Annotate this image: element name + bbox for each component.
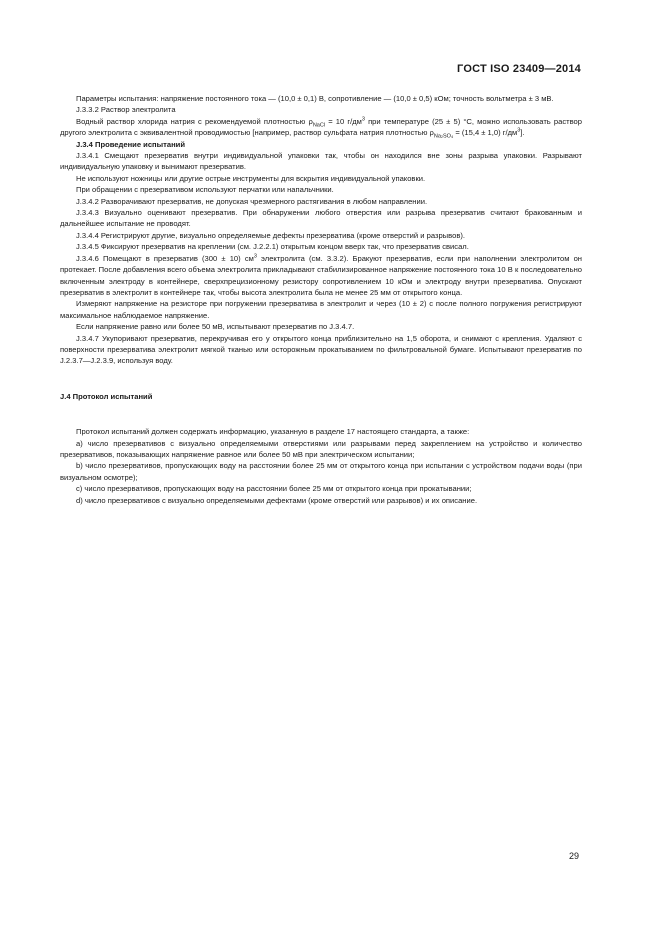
list-item: b) число презервативов, пропускающих воду на расстоянии более 25 мм от открытого конца при испытании с устройством подачи воды (при визуальном осмотре); <box>60 461 582 482</box>
paragraph: Если напряжение равно или более 50 мВ, испытывают презерватив по J.3.4.7. <box>76 322 355 332</box>
subscript: NaCl <box>312 122 326 129</box>
rho-symbol: ρ <box>308 116 313 126</box>
text: J.3.4.6 Помещают в презерватив (300 ± 10) см <box>76 253 254 263</box>
list-item: a) число презервативов с визуально определяемыми отверстиями или разрывами перед закреплением на устройство и количество презервативов, показывающих напряжение равное или более 50 мВ при электрическом испытании; <box>60 438 582 459</box>
subsection-title: J.3.3.2 Раствор электролита <box>76 105 176 115</box>
paragraph: Измеряют напряжение на резисторе при погружении презерватива в электролит и через (10 ± 2) с после полного погружения регистрируют максимальное наблюдаемое напряжение. <box>60 299 582 320</box>
paragraph <box>60 253 582 299</box>
paragraph: J.3.4.3 Визуально оценивают презерватив. При обнаружении любого отверстия или разрыва презерватив считают бракованным и дальнейшее испытание не проводят. <box>60 208 582 229</box>
superscript: 3 <box>361 116 365 123</box>
paragraph: J.3.4.5 Фиксируют презерватив на креплении (см. J.2.2.1) открытым концом вверх так, что презерватив свисал. <box>76 242 469 252</box>
paragraph: Не используют ножницы или другие острые инструменты для вскрытия индивидуальной упаковки. <box>76 173 426 183</box>
rho-symbol: ρ <box>429 128 434 138</box>
paragraph: При обращении с презервативом используют перчатки или напальчники. <box>76 185 334 195</box>
text: при температуре (25 ± 5) °С, можно использовать раствор другого электролита с эквивалентной проводимостью [например, раствор сульфата натрия плотностью <box>60 116 582 138</box>
section-heading: J.4 Протокол испытаний <box>60 391 153 401</box>
text: = 10 г/дм <box>325 116 362 126</box>
paragraph: J.3.4.2 Разворачивают презерватив, не допуская чрезмерного растягивания в любом направлении. <box>76 196 428 206</box>
list-item: d) число презервативов с визуально определяемыми дефектами (кроме отверстий или разрывов) и их описание. <box>76 495 478 505</box>
text: ]. <box>520 128 525 138</box>
paragraph: J.3.4.7 Укупоривают презерватив, перекручивая его у открытого конца приблизительно на 1,5 оборота, и снимают с крепления. Удаляют с поверхности презерватива электролит мягкой тканью или осторожным прокатыванием по фильтровальной бумаге. Испытывают презерватив по J.2.3.7—J.2.3.9, используя воду. <box>60 333 582 366</box>
section-heading: J.3.4 Проведение испытаний <box>76 139 185 149</box>
paragraph <box>60 116 582 139</box>
page-number: 29 <box>568 851 579 861</box>
paragraph: J.3.4.4 Регистрируют другие, визуально определяемые дефекты презерватива (кроме отверстий и разрывов). <box>76 230 465 240</box>
paragraph: J.3.4.1 Смещают презерватив внутри индивидуальной упаковки так, чтобы он находился вне зоны разрыва упаковки. Разрывают индивидуальную упаковку и вынимают презерватив. <box>60 151 582 172</box>
paragraph: Протокол испытаний должен содержать информацию, указанную в разделе 17 настоящего стандарта, а также: <box>76 427 470 437</box>
text: Водный раствор хлорида натрия с рекомендуемой плотностью <box>76 116 309 126</box>
list-item: c) число презервативов, пропускающих воду на расстоянии более 25 мм от открытого конца при прокатывании; <box>76 484 472 494</box>
page-body <box>60 93 582 506</box>
text: = (15,4 ± 1,0) г/дм <box>453 128 518 138</box>
superscript: 3 <box>253 253 257 260</box>
paragraph: Параметры испытания: напряжение постоянного тока — (10,0 ± 0,1) В, сопротивление — (10,0 ± 0,5) кОм; точность вольтметра ± 3 мВ. <box>76 94 554 103</box>
superscript: 3 <box>517 127 521 134</box>
document-code: ГОСТ ISO 23409—2014 <box>457 63 581 75</box>
text: электролита (см. 3.3.2). Бракуют презерватив, если при наполнении электролитом он протекает. После добавления всего объема электролита прикладывают стабилизированное напряжение постоянного тока 10 В к последовательно включенным электроду в контейнере, сверхпрецизионному резистору сопротивлением 10 кОм и электроду внутри презерватива. Опускают презерватив в электролит в контейнере так, чтобы высота электролита была не менее 25 мм от открытого конца. <box>60 253 582 297</box>
subscript: Na₂SO₄ <box>433 133 454 140</box>
